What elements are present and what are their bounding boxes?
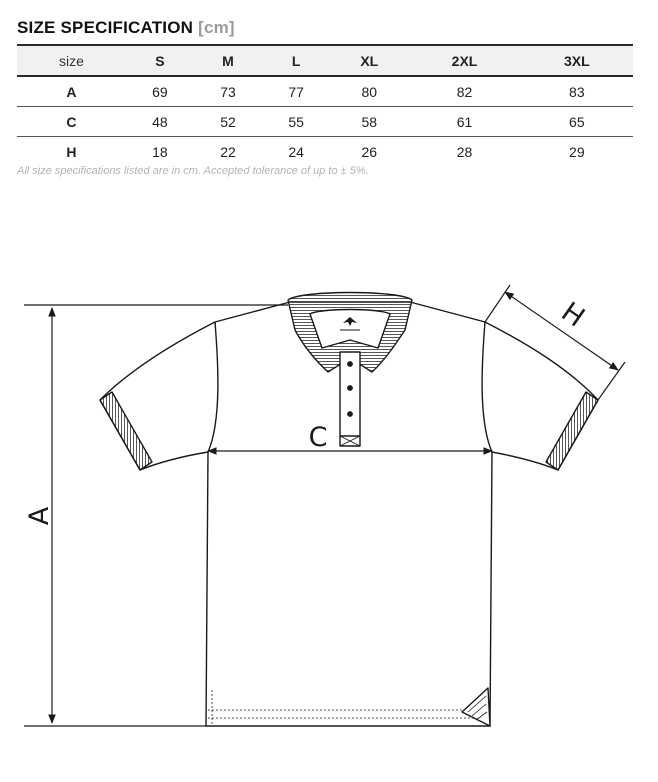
header-size-xl: XL [360, 52, 379, 69]
table-cell: 29 [569, 143, 585, 160]
dimension-label-c: C [308, 422, 328, 453]
table-cell: 82 [456, 83, 473, 100]
header-size-label: size [58, 52, 84, 69]
table-cell: 52 [220, 113, 236, 130]
placket-button [348, 362, 352, 366]
table-cell: 48 [152, 113, 168, 130]
h-extension-top [485, 285, 510, 322]
polo-shirt-icon [100, 293, 598, 727]
table-cell: 55 [288, 113, 304, 130]
table-cell: 77 [288, 83, 304, 100]
placket-button [348, 386, 352, 390]
header-size-m: M [222, 52, 234, 69]
row-label: C [66, 113, 77, 130]
table-cell: 65 [569, 113, 585, 130]
title-text: SIZE SPECIFICATION [17, 18, 194, 37]
header-size-2xl: 2XL [451, 52, 478, 69]
table-cell: 26 [361, 143, 378, 160]
title-unit: [cm] [198, 18, 235, 37]
h-extension-bottom [598, 362, 625, 400]
table-cell: 80 [361, 83, 378, 100]
dimension-label-h: H [555, 296, 591, 334]
placket-button [348, 412, 352, 416]
header-size-3xl: 3XL [563, 52, 590, 69]
table-cell: 28 [456, 143, 473, 160]
table-cell: 61 [456, 113, 473, 130]
row-label: A [66, 83, 77, 100]
table-cell: 83 [569, 83, 585, 100]
table-cell: 24 [288, 143, 304, 160]
row-label: H [66, 143, 77, 160]
table-cell: 22 [220, 143, 236, 160]
header-size-s: S [155, 52, 165, 69]
header-size-l: L [291, 52, 301, 69]
dimension-label-a: A [24, 506, 55, 526]
table-cell: 58 [361, 113, 378, 130]
left-sleeve [100, 322, 218, 470]
table-cell: 18 [152, 143, 168, 160]
table-cell: 69 [152, 83, 168, 100]
tolerance-note: All size specifications listed are in cm. Accepted tolerance of up to ± 5%. [17, 165, 369, 177]
table-cell: 73 [220, 83, 236, 100]
